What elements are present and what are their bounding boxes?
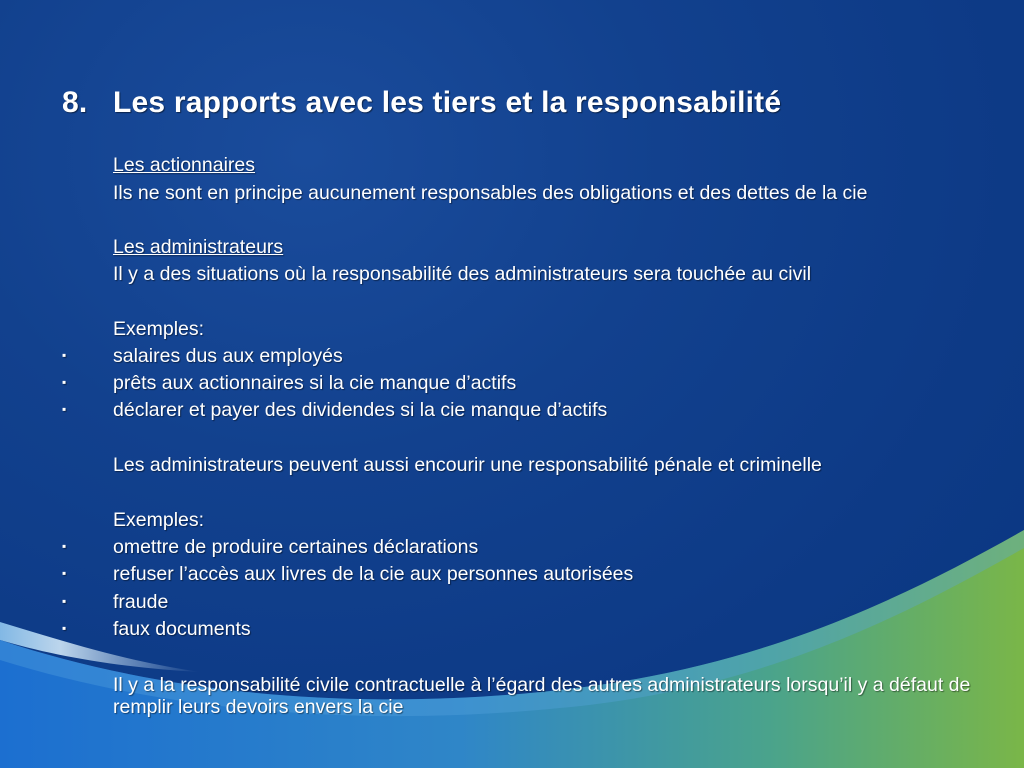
list-item-text: omettre de produire certaines déclarations [113, 536, 479, 558]
list-item-text: faux documents [113, 618, 251, 640]
examples-label-penal: Exemples: [113, 509, 205, 531]
bullet-icon: ▪ [62, 402, 67, 416]
administrateurs-heading: Les administrateurs [113, 236, 284, 258]
bullet-icon: ▪ [62, 621, 67, 635]
bullet-icon: ▪ [62, 539, 67, 553]
list-item-text: prêts aux actionnaires si la cie manque d’actifs [113, 372, 517, 394]
list-item-text: salaires dus aux employés [113, 345, 343, 367]
bullet-icon: ▪ [62, 566, 67, 580]
administrateurs-text: Il y a des situations où la responsabilité des administrateurs sera touchée au civil [113, 263, 812, 285]
bullet-icon: ▪ [62, 594, 67, 608]
title-number: 8. [62, 86, 88, 119]
bullet-icon: ▪ [62, 375, 67, 389]
actionnaires-text: Ils ne sont en principe aucunement responsables des obligations et des dettes de la cie [113, 182, 868, 204]
penal-text: Les administrateurs peuvent aussi encourir une responsabilité pénale et criminelle [113, 454, 822, 476]
list-item-text: fraude [113, 591, 169, 613]
contract-text: Il y a la responsabilité civile contractuelle à l’égard des autres administrateurs lorsqu’il y a défaut de remplir leurs devoirs envers la cie [113, 674, 971, 718]
examples-label-civil: Exemples: [113, 318, 205, 340]
list-item-text: déclarer et payer des dividendes si la cie manque d’actifs [113, 399, 608, 421]
list-item-text: refuser l’accès aux livres de la cie aux personnes autorisées [113, 563, 634, 585]
bullet-icon: ▪ [62, 348, 67, 362]
title-text: Les rapports avec les tiers et la responsabilité [113, 86, 782, 119]
actionnaires-heading: Les actionnaires [113, 154, 256, 176]
